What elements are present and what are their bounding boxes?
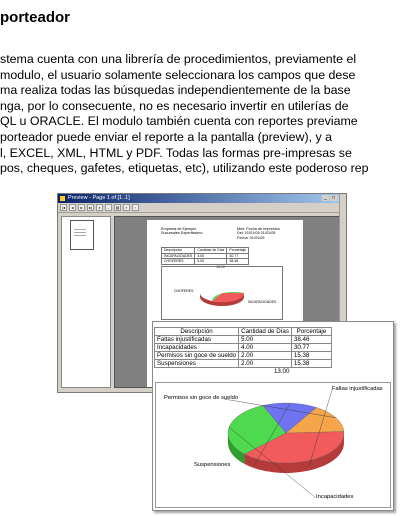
window-titlebar — [58, 194, 346, 203]
paragraph-line: porteador puede enviar el reporte a la pantalla (preview), y a — [0, 129, 332, 144]
page-thumbnail[interactable] — [70, 220, 94, 250]
mini-pie-label: INCAPACIDADES — [248, 300, 277, 304]
report-table — [154, 327, 332, 375]
table-header: Descripción — [155, 328, 239, 336]
table-cell: Suspensiones — [155, 360, 239, 368]
pie-slice-label: Faltas injustificadas — [332, 386, 383, 392]
page-header-right — [237, 227, 280, 240]
last-page-icon[interactable]: ▸| — [88, 205, 93, 210]
export-icon[interactable]: ▫ — [132, 204, 139, 211]
page-header-line: Del: 01/01/05 01/01/05 — [237, 231, 276, 236]
paragraph-line: QL u ORACLE. El modulo también cuenta con reportes previame — [0, 114, 358, 129]
mini-pie-frame — [161, 266, 283, 320]
table-header: Cantidad de Días — [239, 328, 292, 336]
page-header-left — [161, 227, 203, 236]
save-icon[interactable]: ▪ — [123, 204, 130, 211]
mini-table-cell: 5.00 — [195, 259, 227, 265]
pie-slice-label: Permisos sin goce de sueldo — [164, 395, 239, 401]
table-cell: 5.00 — [239, 336, 292, 344]
page-header-line: Sucursales Expertissimo — [161, 231, 203, 236]
zoom-out-icon[interactable]: - — [105, 204, 112, 211]
next-page-icon[interactable]: ▸ — [78, 204, 85, 211]
table-cell: Incapacidades — [155, 344, 239, 352]
mini-table-total: 13.00 — [216, 264, 225, 269]
table-total: 13.00 — [273, 368, 290, 375]
table-cell: Permisos sin goce de sueldo — [155, 352, 239, 360]
zoom-icon[interactable]: ⌕ — [96, 204, 103, 211]
preview-toolbar — [58, 203, 346, 213]
body-paragraph — [0, 52, 400, 177]
mini-table-cell: INCAPACIDADES — [162, 253, 195, 259]
prev-page-icon[interactable]: ◂ — [69, 204, 76, 211]
page-header-line: Empresa de Ejemplo — [161, 227, 197, 231]
app-icon — [60, 196, 65, 201]
table-row — [155, 360, 332, 368]
report-overlay — [152, 321, 394, 511]
paragraph-line: pos, cheques, gafetes, etiquetas, etc), utilizando este poderoso rep — [0, 161, 369, 176]
table-cell: Faltas injustificadas — [155, 336, 239, 344]
table-cell: 15.38 — [291, 352, 331, 360]
window-title: Preview - Page 1 of [1..1] — [68, 195, 130, 201]
page-header-line: Mes: Fecha de Impresión — [237, 227, 280, 231]
paragraph-line: nga, por lo consecuente, no es necesario invertir en utilerías de — [0, 98, 349, 113]
mini-pie-chart — [162, 267, 282, 319]
table-cell: 38.46 — [291, 336, 331, 344]
page-header-line: Fecha: 01/01/05 — [237, 235, 265, 240]
table-row — [155, 352, 332, 360]
paragraph-line: stema cuenta con una librería de procedimientos, previamente el — [0, 52, 357, 66]
section-heading: porteador — [0, 9, 71, 26]
table-cell: 2.00 — [239, 352, 292, 360]
table-header: Porcentaje — [291, 328, 331, 336]
maximize-icon[interactable]: □ — [331, 195, 336, 201]
table-row — [155, 336, 332, 344]
page-thumbnails — [61, 216, 111, 388]
table-cell: 30.77 — [291, 344, 331, 352]
print-icon[interactable]: ▤ — [115, 205, 120, 210]
minimize-icon[interactable]: _ — [322, 195, 329, 201]
mini-table-cell: 4.00 — [195, 253, 227, 259]
mini-table-cell: 38.46 — [227, 259, 249, 265]
pie-slice-label: Incapacidades — [316, 494, 354, 500]
paragraph-line: ma realiza todas las búsquedas independientemente de la base — [0, 83, 351, 98]
mini-pie-label: CHOFERES — [174, 289, 194, 293]
mini-table-cell: 30.77 — [227, 253, 249, 259]
paragraph-line: modulo, el usuario solamente seleccionara los campos que dese — [0, 67, 356, 82]
table-cell: 4.00 — [239, 344, 292, 352]
mini-table-header: Cantidad de Días — [195, 248, 227, 254]
first-page-icon[interactable]: |◂ — [61, 205, 66, 210]
paragraph-line: l, EXCEL, XML, HTML y PDF. Todas las formas pre-impresas se — [0, 145, 352, 160]
mini-table-header: Porcentaje — [227, 248, 249, 254]
pie-slice-label: Suspensiones — [194, 462, 231, 468]
table-row — [155, 344, 332, 352]
pie-chart — [156, 383, 390, 507]
table-cell: 2.00 — [239, 360, 292, 368]
table-cell: 15.38 — [291, 360, 331, 368]
mini-table-cell: CHOFERES — [162, 259, 195, 265]
pie-chart-frame — [155, 382, 391, 508]
mini-table-header: Descripción — [162, 248, 195, 254]
